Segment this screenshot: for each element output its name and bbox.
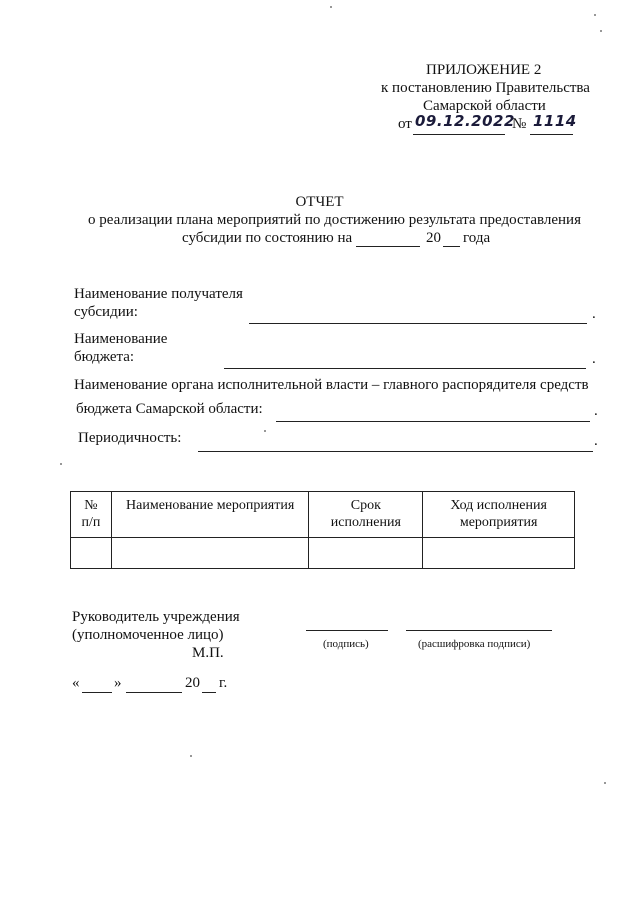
budget-label-line2: бюджета: xyxy=(74,349,135,365)
table-cell[interactable] xyxy=(423,538,575,569)
scan-speck xyxy=(190,755,192,757)
number-label: № xyxy=(512,116,527,132)
authority-dot: . xyxy=(594,403,598,419)
date-suffix: г. xyxy=(219,675,228,691)
decoding-caption: (расшифровка подписи) xyxy=(418,638,531,650)
table-header-row xyxy=(71,492,575,538)
date-month-blank xyxy=(126,692,182,693)
col-activity-line1: Наименование мероприятия xyxy=(126,498,295,513)
table-cell[interactable] xyxy=(71,538,112,569)
appendix-label: ПРИЛОЖЕНИЕ 2 xyxy=(426,62,542,78)
date-close-quote: » xyxy=(114,675,122,691)
date-open-quote: « xyxy=(72,675,80,691)
date-year-blank xyxy=(202,692,216,693)
scan-speck xyxy=(594,14,596,16)
col-number-header xyxy=(71,492,112,538)
authority-field-line xyxy=(276,421,590,422)
col-deadline-line2: исполнения xyxy=(330,515,401,530)
number-underline xyxy=(530,134,573,135)
resolution-line: к постановлению Правительства xyxy=(381,80,590,96)
handwritten-number: 1114 xyxy=(533,112,577,130)
signature-caption: (подпись) xyxy=(323,638,369,650)
recipient-field-line xyxy=(249,323,587,324)
budget-dot: . xyxy=(592,351,596,367)
activities-table xyxy=(70,491,575,569)
date-year: 20 xyxy=(185,675,200,691)
scan-speck xyxy=(330,6,332,8)
signature-line xyxy=(306,630,388,631)
col-deadline-line1: Срок xyxy=(350,498,381,513)
budget-label-line1: Наименование xyxy=(74,331,168,347)
col-number-line2: п/п xyxy=(81,515,101,530)
from-label: от xyxy=(398,116,412,132)
report-title: ОТЧЕТ xyxy=(295,194,344,210)
periodicity-dot: . xyxy=(594,433,598,449)
report-subtitle-line1: о реализации плана мероприятий по достижению результата предоставления xyxy=(88,212,581,228)
decoding-line xyxy=(406,630,552,631)
col-progress-line1: Ход исполнения xyxy=(450,498,547,513)
budget-field-line xyxy=(224,368,586,369)
periodicity-label: Периодичность: xyxy=(78,430,182,446)
date-day-blank xyxy=(82,692,112,693)
table-row xyxy=(71,538,575,569)
head-label-line2: (уполномоченное лицо) xyxy=(72,627,224,643)
scan-speck xyxy=(264,430,266,432)
head-label-line1: Руководитель учреждения xyxy=(72,609,240,625)
table-cell[interactable] xyxy=(309,538,423,569)
region-line: Самарской области xyxy=(423,98,546,114)
handwritten-date: 09.12.2022 xyxy=(415,112,515,130)
report-year-blank xyxy=(443,246,460,247)
authority-label-line1: Наименование органа исполнительной власти – главного распорядителя средств xyxy=(74,377,589,393)
recipient-label-line2: субсидии: xyxy=(74,304,138,320)
col-progress-header xyxy=(423,492,575,538)
report-year-suffix: года xyxy=(463,230,491,246)
table-cell[interactable] xyxy=(111,538,309,569)
report-subtitle-prefix: субсидии по состоянию на xyxy=(182,230,353,246)
recipient-dot: . xyxy=(592,306,596,322)
periodicity-field-line xyxy=(198,451,593,452)
report-year: 20 xyxy=(426,230,441,246)
scan-speck xyxy=(600,30,602,32)
col-progress-line2: мероприятия xyxy=(459,515,538,530)
col-deadline-header xyxy=(309,492,423,538)
scan-speck xyxy=(60,463,62,465)
col-activity-header xyxy=(111,492,309,538)
col-number-line1: № xyxy=(84,498,98,513)
authority-label-line2: бюджета Самарской области: xyxy=(76,401,263,417)
scan-speck xyxy=(604,782,606,784)
recipient-label-line1: Наименование получателя xyxy=(74,286,243,302)
date-underline xyxy=(413,134,505,135)
report-date-blank xyxy=(356,246,420,247)
stamp-label: М.П. xyxy=(192,645,224,661)
